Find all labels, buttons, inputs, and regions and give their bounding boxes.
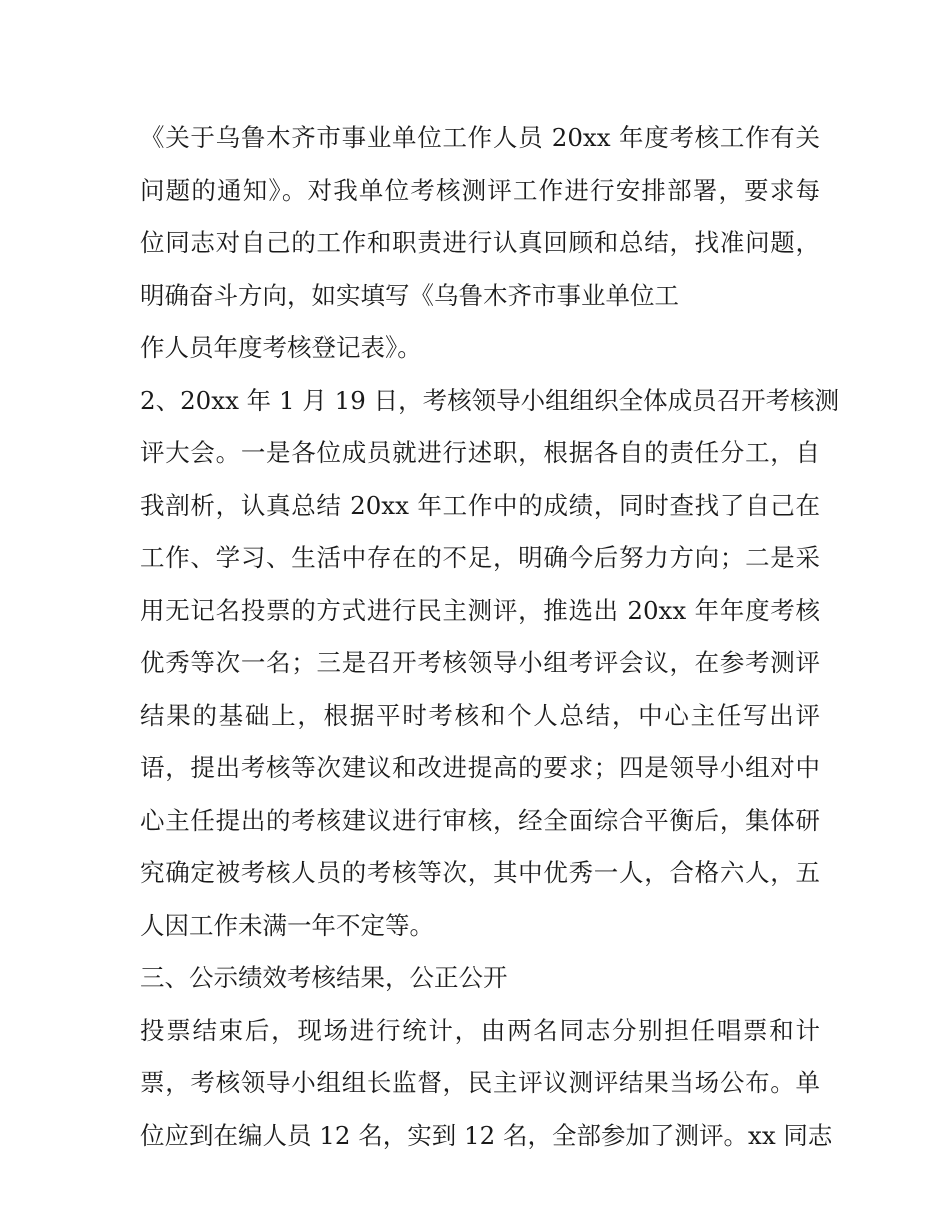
text-line: 心主任提出的考核建议进行审核，经全面综合平衡后，集体研 xyxy=(140,805,820,835)
text-line: 作人员年度考核登记表》。 xyxy=(140,333,422,362)
text-line: 工作、学习、生活中存在的不足，明确今后努力方向；二是采 xyxy=(140,543,820,572)
text-line: 2、20xx 年 1 月 19 日，考核领导小组组织全体成员召开考核测 xyxy=(140,385,840,415)
text-line: 位同志对自己的工作和职责进行认真回顾和总结，找准问题， xyxy=(140,228,820,257)
text-line: 评大会。一是各位成员就进行述职，根据各自的责任分工，自 xyxy=(140,438,820,467)
text-line: 投票结束后，现场进行统计，由两名同志分别担任唱票和计 xyxy=(140,1015,820,1045)
text-line: 人因工作未满一年不定等。 xyxy=(140,910,434,940)
text-line: 问题的通知》。对我单位考核测评工作进行安排部署，要求每 xyxy=(140,175,820,205)
text-line: 优秀等次一名；三是召开考核领导小组考评会议，在参考测评 xyxy=(140,648,820,677)
text-line: 我剖析，认真总结 20xx 年工作中的成绩，同时查找了自己在 xyxy=(140,490,820,520)
text-line: 位应到在编人员 12 名，实到 12 名，全部参加了测评。xx 同志 xyxy=(140,1120,833,1150)
section-heading: 三、公示绩效考核结果，公正公开 xyxy=(140,963,508,992)
text-line: 明确奋斗方向，如实填写《乌鲁木齐市事业单位工 xyxy=(140,280,679,310)
text-line: 《关于乌鲁木齐市事业单位工作人员 20xx 年度考核工作有关 xyxy=(140,123,820,152)
text-line: 语，提出考核等次建议和改进提高的要求；四是领导小组对中 xyxy=(140,753,820,782)
text-line: 票，考核领导小组组长监督，民主评议测评结果当场公布。单 xyxy=(140,1068,820,1097)
document-body xyxy=(140,112,840,1162)
text-line: 结果的基础上，根据平时考核和个人总结，中心主任写出评 xyxy=(140,700,820,730)
text-line: 用无记名投票的方式进行民主测评，推选出 20xx 年年度考核 xyxy=(140,595,820,625)
text-line: 究确定被考核人员的考核等次，其中优秀一人，合格六人，五 xyxy=(140,858,820,887)
